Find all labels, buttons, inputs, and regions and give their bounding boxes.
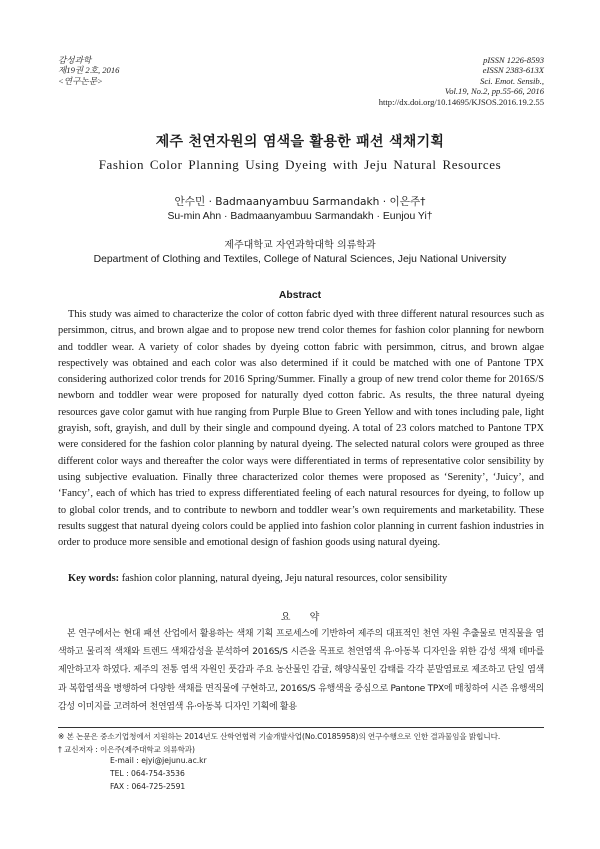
contact-fax: FAX : 064-725-2591	[110, 782, 186, 791]
doi-link[interactable]: http://dx.doi.org/10.14695/KJSOS.2016.19.2.55	[378, 96, 544, 107]
journal-abbrev: Sci. Emot. Sensib.,	[480, 75, 544, 86]
funding-footnote: ※ 본 논문은 중소기업청에서 지원하는 2014년도 산학연협력 기술개발사업(No.C0185958)의 연구수행으로 인한 결과물임을 밝힙니다.	[58, 732, 501, 741]
pissn: pISSN 1226-8593	[483, 55, 544, 65]
contact-email: E-mail : ejyi@jejunu.ac.kr	[110, 756, 207, 765]
footnote-divider	[58, 727, 544, 728]
affiliation-korean: 제주대학교 자연과학대학 의류학과	[224, 240, 376, 251]
keywords-text: fashion color planning, natural dyeing, Jeju natural resources, color sensibility	[121, 573, 448, 584]
abstract-body: This study was aimed to characterize the color of cotton fabric dyed with three different natural resources such as persimmon, citrus, and brown algae and to propose new trend color themes for fashion color planning for newborn and toddler wear. A variety of color shades by dyeing cotton fabric with persimmon, citrus, and brown algae respectively was obtained and each color was also determined if it could be matched with one of Pantone TPX considering authorized color trends for 2016 Spring/Summer. Finally a group of new trend color theme for 2016S/S newborn and toddler wear were proposed for naturally dyed cotton fabric. As results, the three natural dyeing resources gave color gamut with hue ranging from Purple Blue to Green Yellow and with tones including pale, light grayish, soft, grayish, and dull by their single and compound dyeing. A total of 23 colors matched to Pantone TPX were considered for the fashion color planning by natural dyeing. The selected natural colors were grouped as three different color ways and thereafter the color ways were differentiated in terms of representative color sensibility by using subjective evaluation. Finally three characterized color themes were proposed as ‘Serenity’, ‘Juicy’, and ‘Fancy’, each of which has tried to express differentiated feeling of each natural resources for dyeing, to follow up to global color trends, and to contribute to newborn and toddler wear’s own requirements and marketability. These results suggest that natural dyeing colors could be applied into fashion color planning in current fashion industries in order to produce more sensible and emotional design of fashion goods using natural dyeing.	[58, 309, 544, 549]
eissn: eISSN 2383-613X	[482, 65, 544, 76]
journal-header-left	[58, 55, 119, 86]
volume-issue-ko: 제19권 2호, 2016	[58, 65, 120, 76]
contact-tel: TEL : 064-754-3536	[110, 769, 185, 778]
corresponding-author-footnote: † 교신저자 : 이은주(제주대학교 의류학과)	[58, 745, 195, 754]
journal-header-right	[379, 55, 544, 107]
keywords-label: Key words:	[68, 573, 120, 584]
volume-pages: Vol.19, No.2, pp.55-66, 2016	[444, 86, 544, 97]
authors-korean: 안수민 · Badmaanyambuu Sarmandakh · 이은주†	[174, 196, 426, 208]
article-type: <연구논문>	[58, 75, 103, 86]
title-korean: 제주 천연자원의 염색을 활용한 패션 색채기획	[155, 134, 445, 150]
korean-abstract-body: 본 연구에서는 현대 패션 산업에서 활용하는 색채 기획 프로세스에 기반하여 제주의 대표적인 천연 자원 추출물로 면직물을 염색하고 물리적 색채와 트렌드 색채감성을 분석하여 2016S/S 시즌을 목표로 천연염색 유·아동복 디자인을 위한 감성 색채 테마를 제안하고자 하였다. 제주의 전통 염색 자원인 풋감과 주요 농산물인 감귤, 해양식물인 감태를 각각 분말염료로 제조하고 단일 염색과 복합염색을 병행하여 다양한 색채를 면직물에 구현하고, 2016S/S 유행색을 중심으로 Pantone TPX에 매칭하여 시즌 유행색의 감성 이미지를 고려하여 천연염색 유·아동복 디자인 기획에 활용	[58, 629, 544, 712]
korean-abstract-heading: 요 약	[280, 612, 328, 623]
title-english: Fashion Color Planning Using Dyeing with Jeju Natural Resources	[98, 157, 502, 172]
authors-english: Su-min Ahn · Badmaanyambuu Sarmandakh · Eunjou Yi†	[167, 211, 433, 222]
keywords	[68, 573, 544, 584]
affiliation-english: Department of Clothing and Textiles, College of Natural Sciences, Jeju National University	[93, 254, 507, 265]
abstract-heading: Abstract	[278, 290, 322, 301]
journal-name-ko: 감성과학	[58, 55, 92, 65]
